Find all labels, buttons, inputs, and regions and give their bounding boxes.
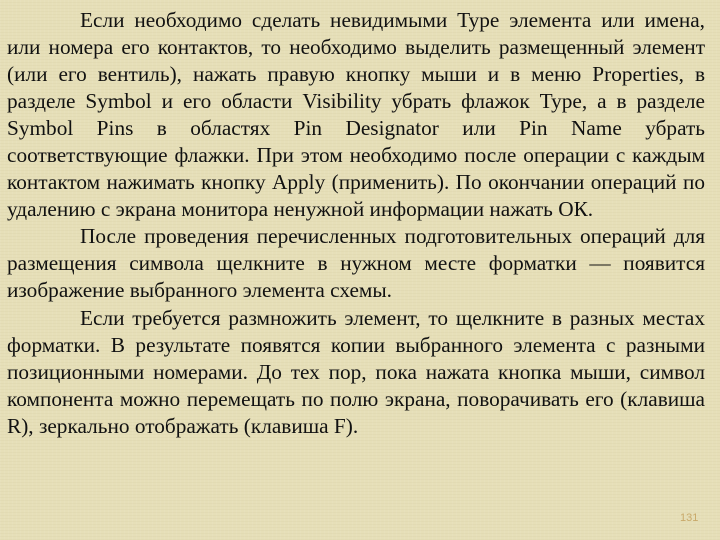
paragraph-placement: После проведения перечисленных подготовительных операций для размещения символа щелкните в нужном месте форматки — появится изображение выбранного элемента схемы. [7,224,705,303]
paragraph-duplication: Если требуется размножить элемент, то щелкните в разных местах форматки. В результате появятся копии выбранного элемента с разными позиционными номерами. До тех пор, пока нажата кнопка мыши, символ компонента можно перемещать по полю экрана, поворачивать его (клавиша R), зеркально отображать (клавиша F). [7,305,705,438]
paragraph-visibility-instructions: Если необходимо сделать невидимыми Type элемента или имена, или номера его контактов, то необходимо выделить размещенный элемент (или его вентиль), нажать правую кнопку мыши и в меню Properties, в разделе Symbol и его области Visibility убрать флажок Type, а в разделе Symbol Pins в областях Pin Designator или Pin Name убрать соответствующие флажки. При этом необходимо после операции с каждым контактом нажимать кнопку Apply (применить). По окончании операций по удалению с экрана монитора ненужной информации нажать ОК. [7,8,705,222]
page-number: 131 [680,512,699,524]
slide-text-body [7,7,705,440]
